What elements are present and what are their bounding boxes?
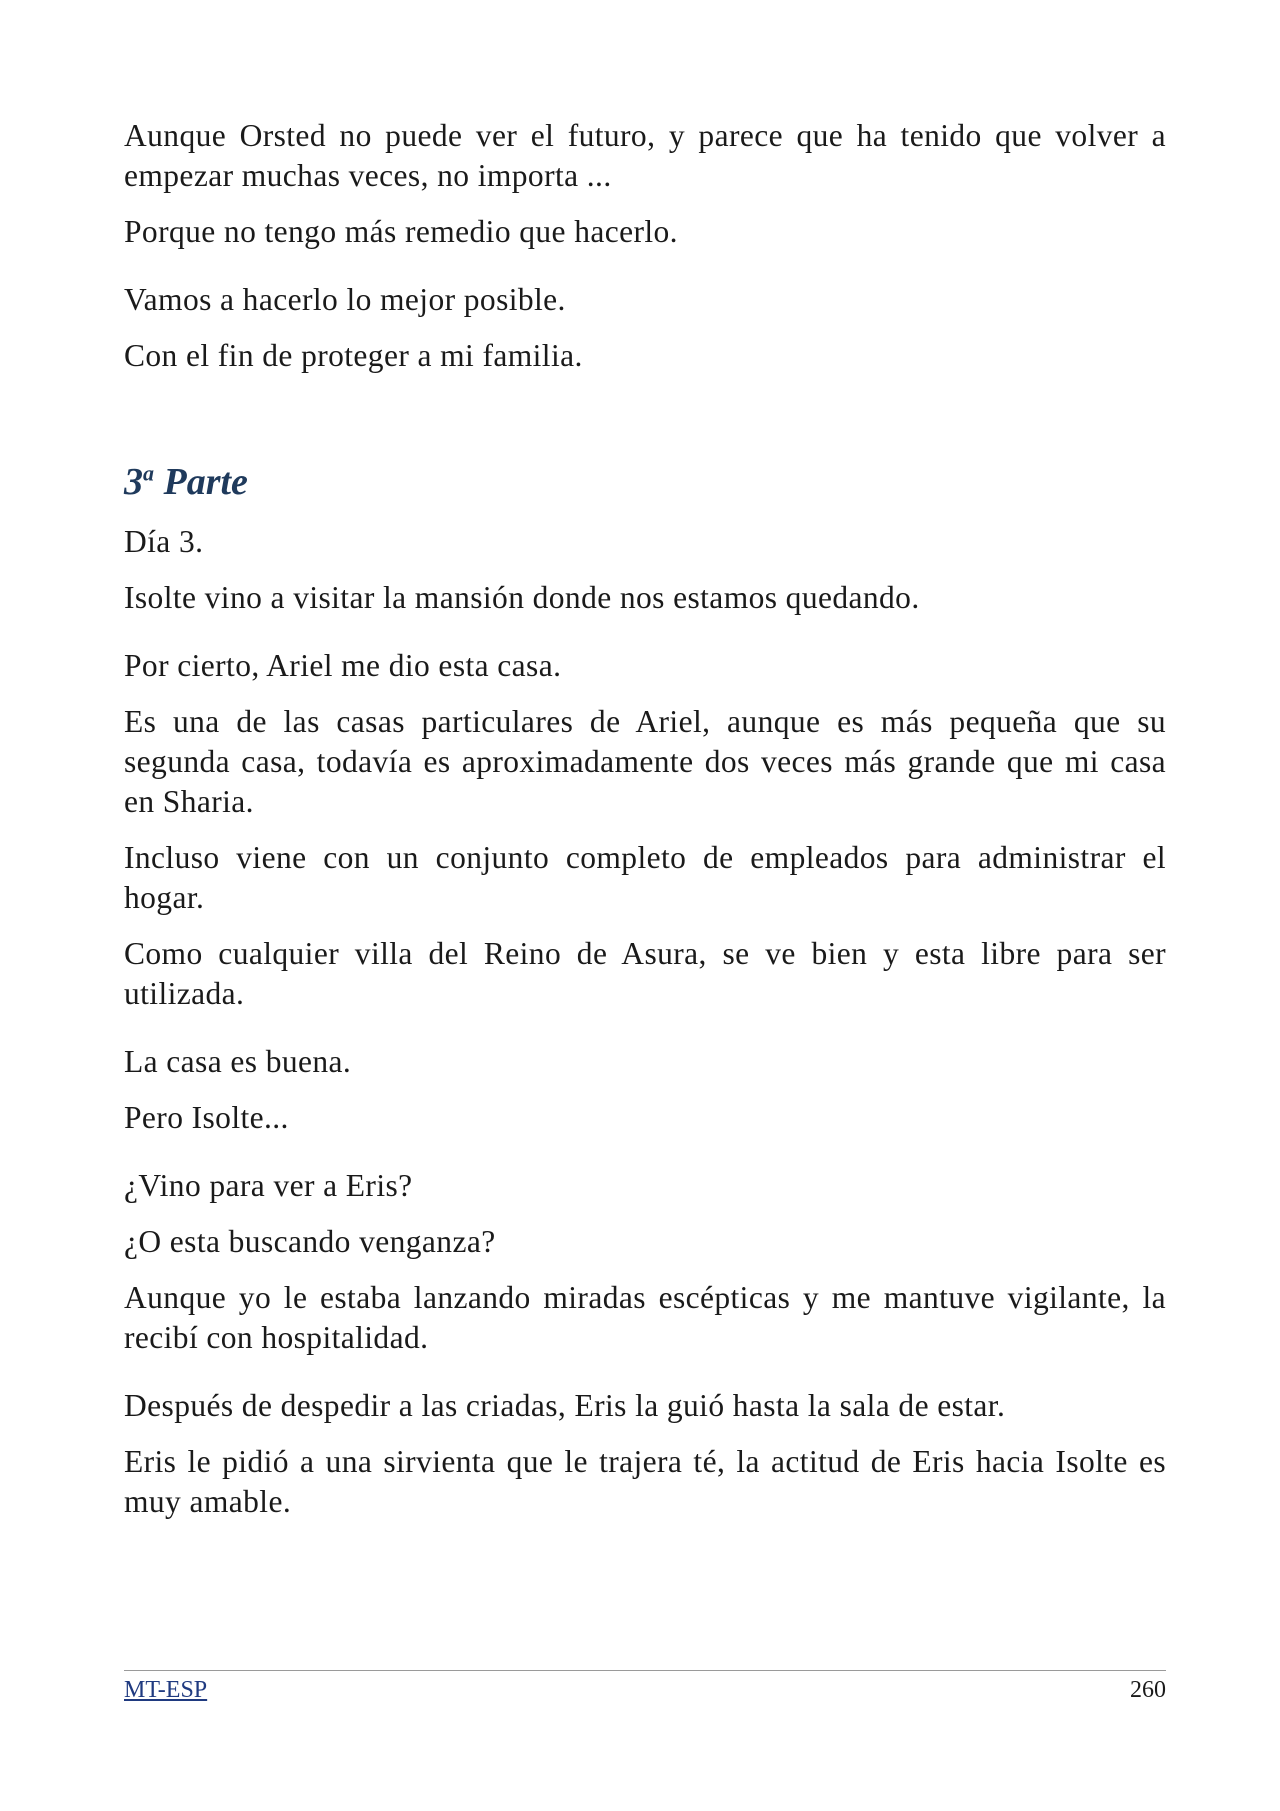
section-superscript: a [143, 460, 154, 486]
paragraph: Con el fin de proteger a mi familia. [124, 338, 583, 373]
paragraph: Después de despedir a las criadas, Eris la guió hasta la sala de estar. [124, 1388, 1006, 1423]
paragraph: Día 3. [124, 524, 204, 559]
paragraph: Por cierto, Ariel me dio esta casa. [124, 648, 562, 683]
section-heading [124, 458, 1166, 506]
paragraph: ¿Vino para ver a Eris? [124, 1168, 413, 1203]
paragraph: Isolte vino a visitar la mansión donde nos estamos quedando. [124, 580, 920, 615]
paragraph: Vamos a hacerlo lo mejor posible. [124, 282, 566, 317]
section-number: 3 [124, 461, 143, 503]
page-footer [124, 1670, 1166, 1704]
paragraph: Aunque Orsted no puede ver el futuro, y parece que ha tenido que volver a empezar muchas veces, no importa ... [124, 118, 1166, 193]
paragraph: Eris le pidió a una sirvienta que le trajera té, la actitud de Eris hacia Isolte es muy amable. [124, 1444, 1166, 1519]
section-title: Parte [163, 461, 248, 503]
paragraph: Porque no tengo más remedio que hacerlo. [124, 214, 678, 249]
paragraph: Incluso viene con un conjunto completo de empleados para administrar el hogar. [124, 840, 1166, 915]
footer-link[interactable]: MT-ESP [124, 1677, 208, 1703]
page-number: 260 [1130, 1677, 1166, 1703]
paragraph: Es una de las casas particulares de Ariel, aunque es más pequeña que su segunda casa, todavía es aproximadamente dos veces más grande que mi casa en Sharia. [124, 704, 1166, 819]
paragraph: Aunque yo le estaba lanzando miradas escépticas y me mantuve vigilante, la recibí con hospitalidad. [124, 1280, 1166, 1355]
paragraph: Como cualquier villa del Reino de Asura, se ve bien y esta libre para ser utilizada. [124, 936, 1166, 1011]
paragraph: Pero Isolte... [124, 1100, 289, 1135]
paragraph: ¿O esta buscando venganza? [124, 1224, 496, 1259]
page-body [124, 116, 1166, 1538]
paragraph: La casa es buena. [124, 1044, 352, 1079]
